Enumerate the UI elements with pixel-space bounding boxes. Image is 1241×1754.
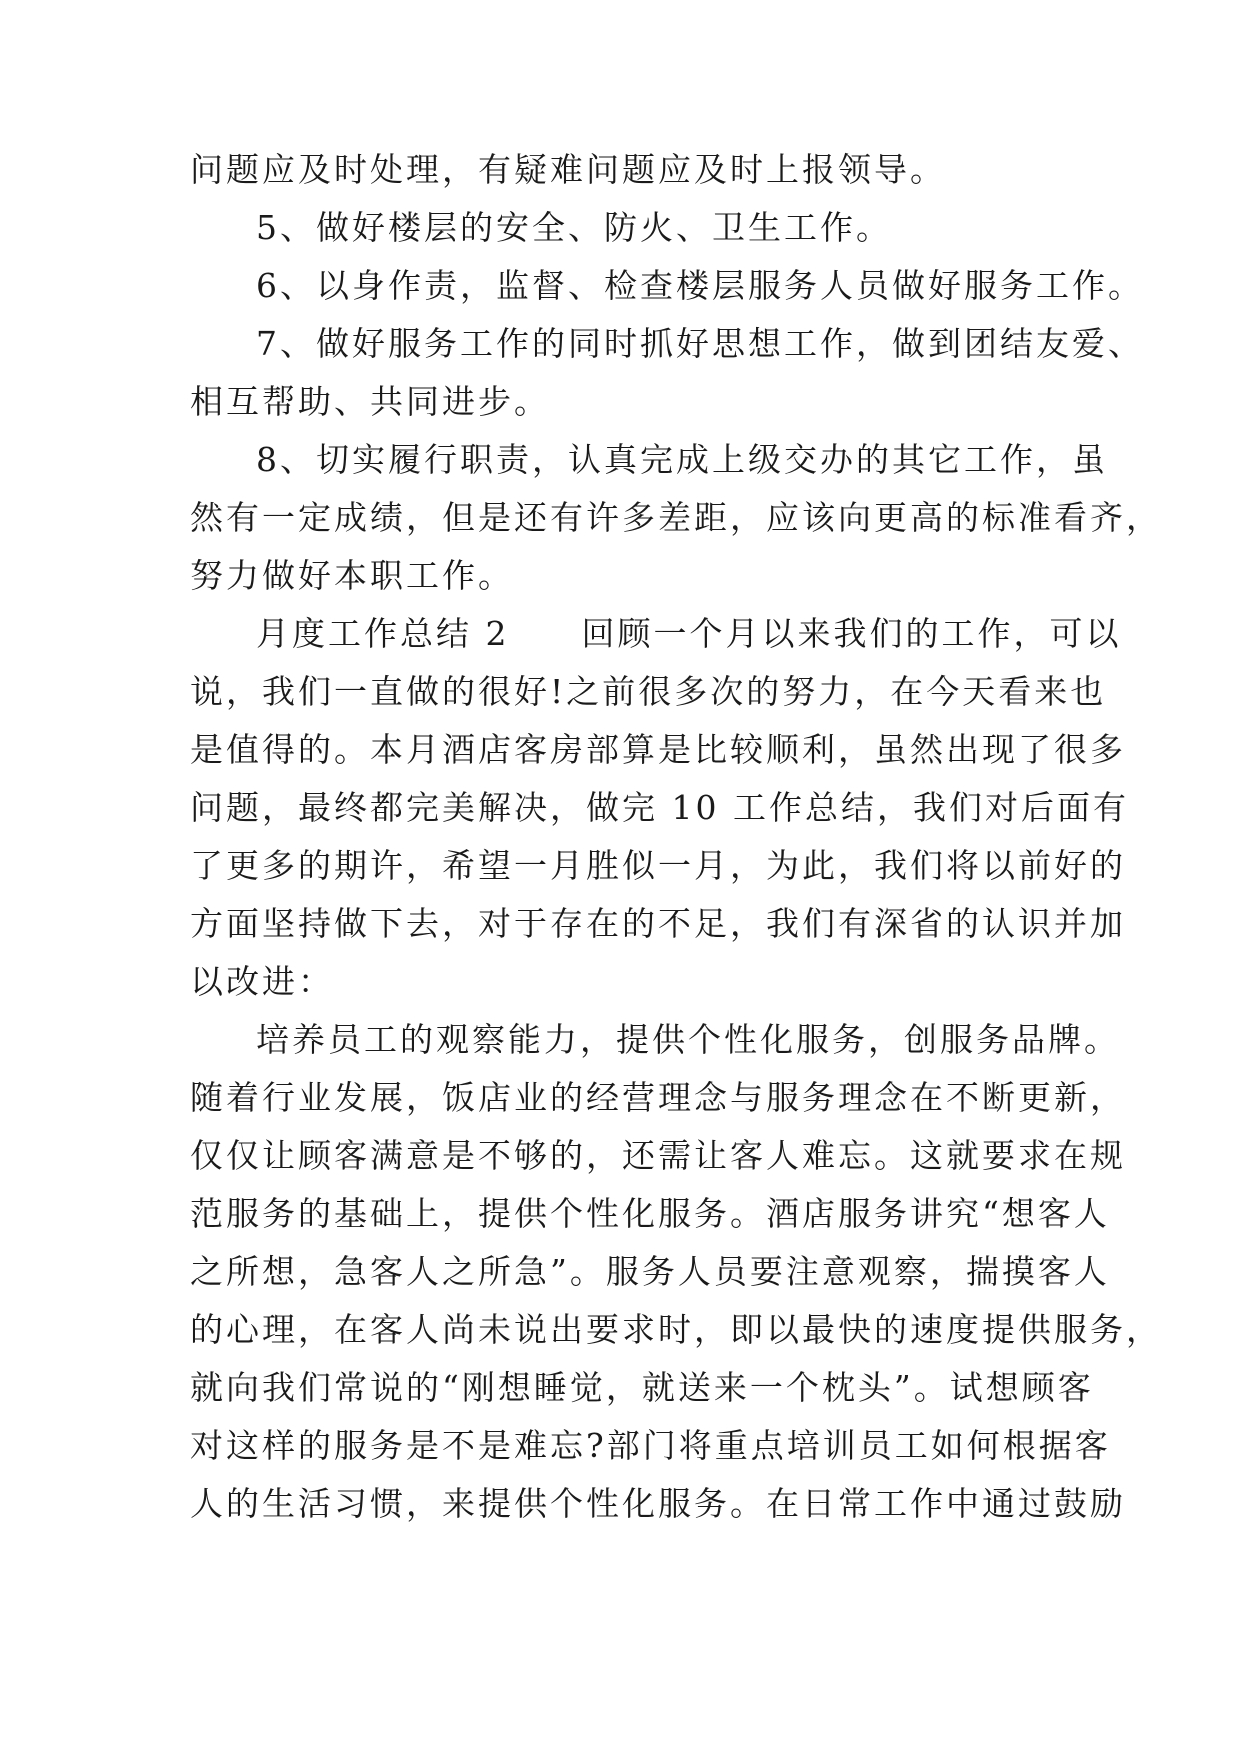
text-line: 对这样的服务是不是难忘?部门将重点培训员工如何根据客 [190,1426,1111,1465]
text-line: 问题，最终都完美解决，做完 10 工作总结，我们对后面有 [190,788,1129,827]
text-line: 培养员工的观察能力，提供个性化服务，创服务品牌。 [256,1020,1120,1059]
text-line: 的心理，在客人尚未说出要求时，即以最快的速度提供服务， [190,1310,1162,1349]
text-line: 月度工作总结 2 回顾一个月以来我们的工作，可以 [256,614,1122,653]
text-line: 然有一定成绩，但是还有许多差距，应该向更高的标准看齐， [190,498,1162,537]
text-line: 随着行业发展，饭店业的经营理念与服务理念在不断更新， [190,1078,1126,1117]
text-line: 8、切实履行职责，认真完成上级交办的其它工作，虽 [256,440,1108,479]
text-line: 了更多的期许，希望一月胜似一月，为此，我们将以前好的 [190,846,1126,885]
text-line: 人的生活习惯，来提供个性化服务。在日常工作中通过鼓励 [190,1484,1126,1523]
text-line: 5、做好楼层的安全、防火、卫生工作。 [256,208,892,247]
text-line: 之所想，急客人之所急”。服务人员要注意观察，揣摸客人 [190,1252,1110,1291]
text-line: 7、做好服务工作的同时抓好思想工作，做到团结友爱、 [256,324,1144,363]
text-line: 是值得的。本月酒店客房部算是比较顺利，虽然出现了很多 [190,730,1126,769]
text-line: 努力做好本职工作。 [190,556,514,595]
text-line: 仅仅让顾客满意是不够的，还需让客人难忘。这就要求在规 [190,1136,1126,1175]
text-line: 6、以身作责，监督、检查楼层服务人员做好服务工作。 [256,266,1144,305]
text-line: 就向我们常说的“刚想睡觉，就送来一个枕头”。试想顾客 [190,1368,1094,1407]
text-line: 说，我们一直做的很好!之前很多次的努力，在今天看来也 [190,672,1107,711]
text-line: 问题应及时处理，有疑难问题应及时上报领导。 [190,150,946,189]
text-line: 相互帮助、共同进步。 [190,382,550,421]
text-line: 范服务的基础上，提供个性化服务。酒店服务讲究“想客人 [190,1194,1110,1233]
text-line: 以改进： [190,962,334,1001]
text-line: 方面坚持做下去，对于存在的不足，我们有深省的认识并加 [190,904,1126,943]
